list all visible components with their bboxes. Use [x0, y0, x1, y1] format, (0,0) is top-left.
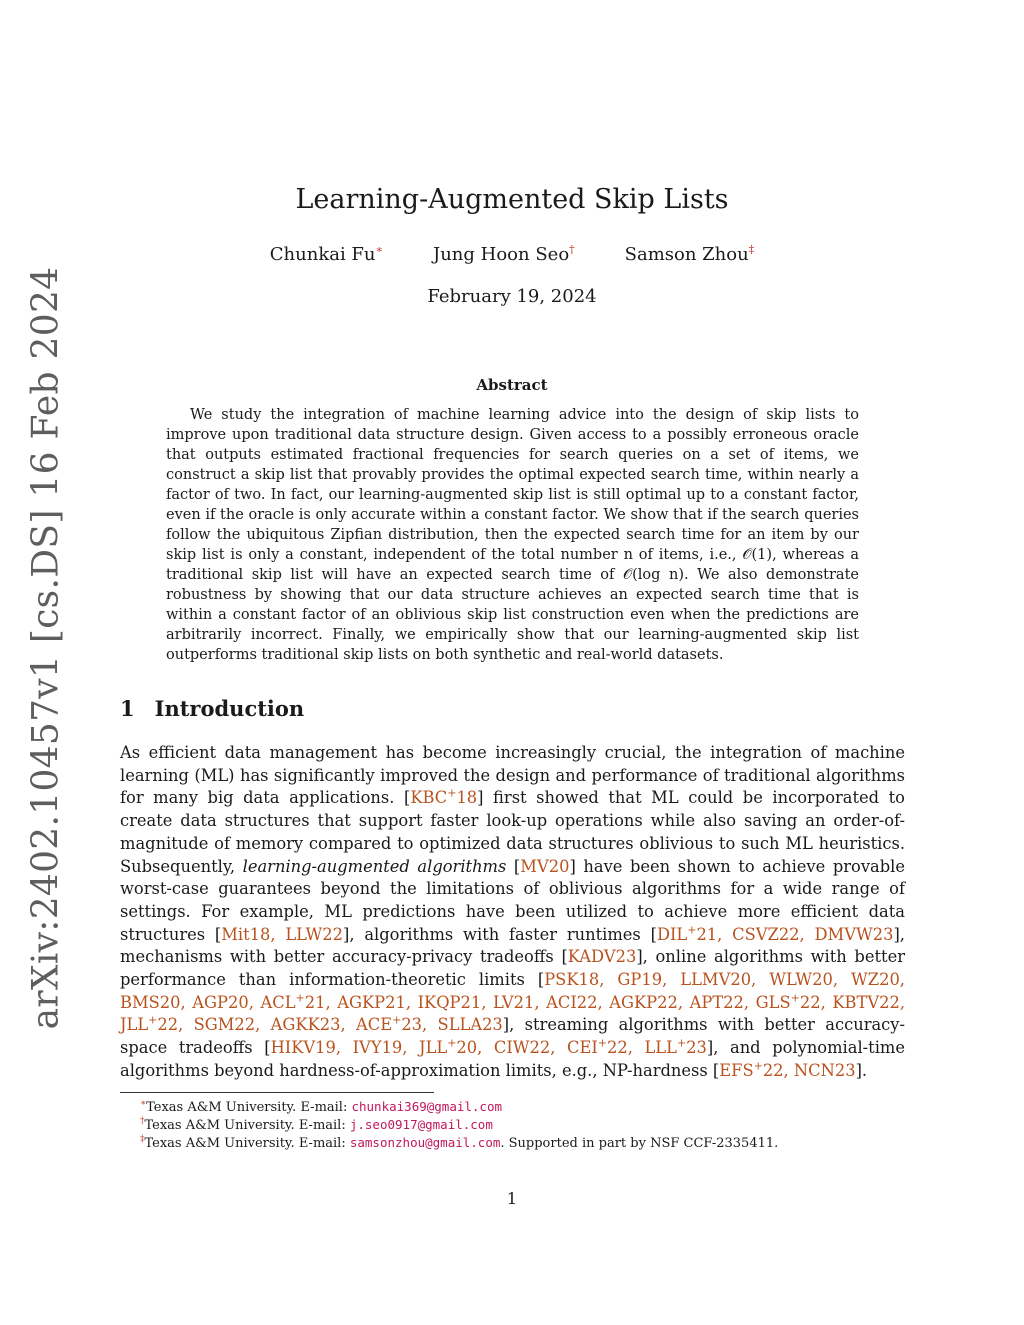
email-link[interactable]: samsonzhou@gmail.com	[349, 1135, 501, 1150]
citation-link[interactable]: MV20	[520, 856, 570, 876]
page-number: 1	[506, 1189, 518, 1208]
author: Chunkai Fu∗	[269, 243, 383, 265]
citation-link[interactable]: KADV23	[567, 947, 637, 967]
author: Samson Zhou‡	[624, 243, 755, 265]
abstract-heading: Abstract	[476, 376, 548, 394]
paper-title: Learning-Augmented Skip Lists	[295, 184, 729, 215]
footnote: ∗Texas A&M University. E-mail: chunkai369@gmail.com	[140, 1098, 502, 1115]
citation-link[interactable]: DIL+21, CSVZ22, DMVW23	[656, 923, 894, 944]
email-link[interactable]: j.seo0917@gmail.com	[349, 1117, 493, 1132]
citation-link[interactable]: PSK18, GP19, LLMV20, WLW20, WZ20, BMS20, AGP20, ACL+21, AGKP21, IKQP21, LV21, ACI22, AGKP22, APT22, GLS+22, KBTV22, JLL+22, SGM22, AGKK23, ACE+23, SLLA23	[120, 970, 906, 1035]
email-link[interactable]: chunkai369@gmail.com	[351, 1099, 502, 1114]
arxiv-side-label	[14, 266, 78, 1029]
author-list	[0, 244, 1024, 265]
footnote-rule	[120, 1092, 434, 1093]
author: Jung Hoon Seo†	[433, 243, 575, 265]
arxiv-identifier: arXiv:2402.10457v1 [cs.DS] 16 Feb 2024	[25, 266, 67, 1029]
section-heading: 1 Introduction	[120, 696, 305, 721]
citation-link[interactable]: HIKV19, IVY19, JLL+20, CIW22, CEI+22, LLL+23	[270, 1036, 707, 1058]
citation-link[interactable]: KBC+18	[410, 786, 478, 808]
abstract-text: We study the integration of machine learning advice into the design of skip lists to improve upon traditional data structure design. Given access to a possibly erroneous oracle that outputs estimated fractional frequencies for search queries on a set of items, we construct a skip list that provably provides the optimal expected search time, within nearly a factor of two. In fact, our learning-augmented skip list is still optimal up to a constant factor, even if the oracle is only accurate within a constant factor. We show that if the search queries follow the ubiquitous Zipfian distribution, then the expected search time for an item by our skip list is only a constant, independent of the total number n of items, i.e., 𝒪(1), whereas a traditional skip list will have an expected search time of 𝒪(log n). We also demonstrate robustness by showing that our data structure achieves an expected search time that is within a constant factor of an oblivious skip list construction even when the predictions are arbitrarily incorrect. Finally, we empirically show that our learning-augmented skip list outperforms traditional skip lists on both synthetic and real-world datasets.	[166, 407, 859, 663]
intro-paragraph: As efficient data management has become increasingly crucial, the integration of machine learning (ML) has significantly improved the design and performance of traditional algorithms for many big data applications. [KBC+18] first showed that ML could be incorporated to create data structures that support faster look-up operations while also saving an order-of-magnitude of memory compared to optimized data structures oblivious to such ML heuristics. Subsequently, learning-augmented algorithms [MV20] have been shown to achieve provable worst-case guarantees beyond the limitations of oblivious algorithms for a wide range of settings. For example, ML predictions have been utilized to achieve more efficient data structures [Mit18, LLW22], algorithms with faster runtimes [DIL+21, CSVZ22, DMVW23], mechanisms with better accuracy-privacy tradeoffs [KADV23], online algorithms with better performance than information-theoretic limits [PSK18, GP19, LLMV20, WLW20, WZ20, BMS20, AGP20, ACL+21, AGKP21, IKQP21, LV21, ACI22, AGKP22, APT22, GLS+22, KBTV22, JLL+22, SGM22, AGKK23, ACE+23, SLLA23], streaming algorithms with better accuracy-space tradeoffs [HIKV19, IVY19, JLL+20, CIW22, CEI+22, LLL+23], and polynomial-time algorithms beyond hardness-of-approximation limits, e.g., NP-hardness [EFS+22, NCN23].	[120, 743, 906, 1080]
citation-link[interactable]: Mit18, LLW22	[221, 924, 343, 944]
footnote: †Texas A&M University. E-mail: j.seo0917@gmail.com	[140, 1116, 493, 1133]
footnote: ‡Texas A&M University. E-mail: samsonzhou@gmail.com. Supported in part by NSF CCF-2335411.	[140, 1134, 779, 1151]
paper-date: February 19, 2024	[427, 286, 597, 307]
citation-link[interactable]: EFS+22, NCN23	[719, 1059, 856, 1080]
